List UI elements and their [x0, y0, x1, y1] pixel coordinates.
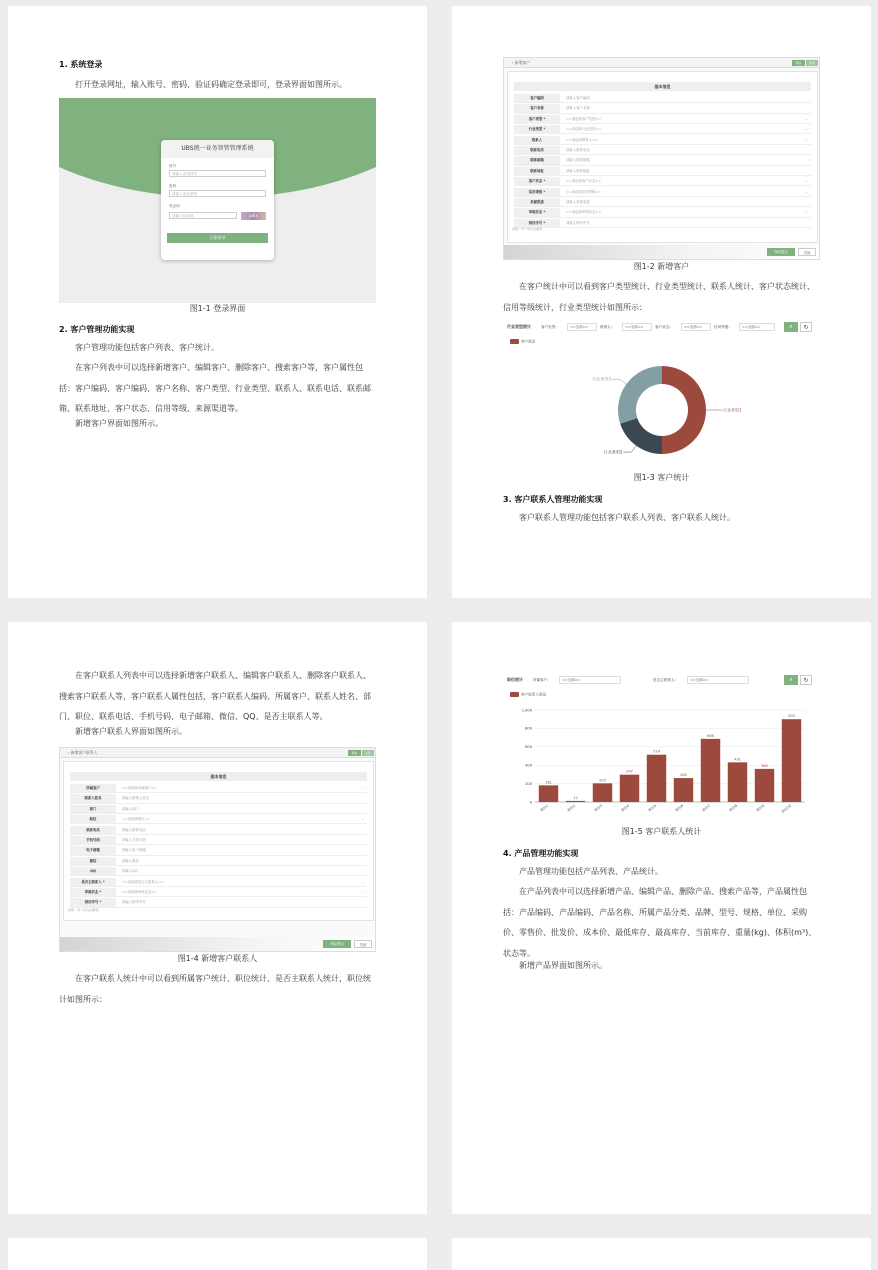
form-panel: [507, 71, 818, 243]
data-label: 12: [573, 795, 578, 800]
figure-caption: 图1-5 客户联系人统计: [621, 827, 702, 836]
add-customer-form: [503, 57, 820, 260]
form-row: [514, 125, 811, 134]
form-field-label: 审核状态 *: [514, 208, 560, 216]
pie-slice: [618, 366, 662, 424]
paragraph: 产品管理功能包括产品列表、产品统计。: [519, 867, 663, 876]
filter-title: 行业类型统计: [507, 324, 531, 329]
owner-customer-select[interactable]: ==全部==: [559, 676, 621, 684]
search-icon: ⌕: [789, 676, 793, 683]
form-field-label: QQ: [70, 867, 116, 875]
paragraph: 在产品列表中可以选择新增产品、编辑产品、删除产品、搜索产品等，产品属性包括：产品编码、产品编码、产品名称、所属产品分类、品牌、型号、规格、单位、采购价、零售价、批发价、成本价、最低库存、最高库存、当前库存、重量(kg)、体积(m³)、状态等。: [503, 887, 817, 958]
form-field-label: 客户名称: [514, 104, 560, 112]
form-field-label: 微信: [70, 857, 116, 865]
section-heading: 2. 客户管理功能实现: [59, 325, 135, 334]
filter-label: 联系人:: [600, 325, 612, 329]
bar: [647, 755, 666, 802]
paragraph: 打开登录网址，输入账号、密码、验证码确定登录即可，登录界面如图所示。: [75, 80, 347, 89]
add-contact-form: [59, 747, 376, 952]
form-field-label: 联系电话: [70, 826, 116, 834]
save-submit-button[interactable]: 保存提交: [323, 940, 351, 948]
form-row: [70, 784, 367, 793]
refresh-button[interactable]: [800, 322, 812, 332]
y-tick-label: 0: [529, 800, 532, 805]
credit-level-select[interactable]: ==全部==: [739, 323, 775, 331]
save-submit-button[interactable]: 保存提交: [767, 248, 795, 256]
data-label: 181: [545, 780, 552, 785]
x-tick-label: 职位2: [566, 803, 577, 813]
form-field-label: 排序序号 *: [70, 898, 116, 906]
document-page-2: [452, 6, 871, 598]
chevron-down-icon: ⌄: [361, 817, 364, 822]
refresh-icon: ↻: [803, 677, 809, 684]
bar-chart: [503, 700, 820, 825]
form-field-input[interactable]: 请输入微信: [122, 858, 139, 863]
document-page-6: [452, 1238, 871, 1270]
paragraph: 新增客户界面如图所示。: [75, 419, 163, 428]
form-row: [514, 156, 811, 165]
form-field-input[interactable]: 请输入部门: [122, 806, 139, 811]
chart-legend: [510, 692, 546, 698]
y-tick-label: 600: [525, 745, 532, 750]
password-label: 密码: [169, 184, 177, 188]
chevron-down-icon: ⌄: [805, 116, 808, 121]
header-save-button[interactable]: 保存: [792, 60, 805, 66]
login-button[interactable]: 立即登录: [167, 233, 268, 243]
form-field-input[interactable]: 请输入客户编码: [566, 96, 590, 100]
section-heading: 1. 系统登录: [59, 60, 103, 69]
data-label: 900: [788, 714, 795, 719]
chart-legend: [510, 339, 535, 345]
form-field-label: 客户状态 *: [514, 177, 560, 185]
bar: [728, 762, 747, 802]
legend-swatch: [510, 339, 519, 344]
form-field-input[interactable]: 请输入排序序号: [122, 900, 146, 905]
legend-label: 客户数量: [521, 339, 536, 344]
form-field-label: 客户类型 *: [514, 115, 560, 123]
pie-label-line: [623, 446, 636, 452]
form-field-label: 客户编码: [514, 94, 560, 102]
form-row: [514, 115, 811, 124]
figure-caption: 图1-4 新增客户联系人: [177, 954, 258, 963]
refresh-button[interactable]: [800, 675, 812, 685]
data-label: 514: [653, 749, 660, 754]
form-field-label: 审核状态 *: [70, 888, 116, 896]
filter-title: 职位统计: [507, 677, 523, 682]
close-button[interactable]: 关闭: [798, 248, 816, 256]
breadcrumb: ‹ 新增客户: [504, 58, 819, 68]
section-heading: 3. 客户联系人管理功能实现: [503, 495, 603, 504]
bar: [755, 769, 774, 802]
form-section-title: 基本信息: [514, 82, 811, 91]
paragraph: 在客户联系人列表中可以选择新增客户联系人、编辑客户联系人、删除客户联系人、搜索客户联系人等，客户联系人属性包括，客户联系人编码、所属客户、联系人姓名、部门、职位、联系电话、手机号码、电子邮箱、微信、QQ、是否主联系人等。: [59, 671, 371, 721]
header-save-button[interactable]: 保存: [348, 750, 361, 756]
form-row: [70, 878, 367, 887]
form-footer: [60, 937, 375, 951]
form-field-input[interactable]: 请输入联系电话: [566, 148, 590, 152]
form-field-input[interactable]: 请输入手机号码: [122, 838, 146, 842]
bar: [620, 775, 639, 802]
x-tick-label: 职位8: [728, 803, 739, 813]
login-card: [161, 140, 274, 260]
form-field-input[interactable]: 请输入排序序号: [566, 220, 590, 225]
chevron-down-icon: ⌄: [805, 127, 808, 132]
filter-label: 是否主联系人:: [653, 678, 676, 682]
form-field-label: 部门: [70, 805, 116, 813]
section-heading: 4. 产品管理功能实现: [503, 849, 579, 858]
form-field-input[interactable]: ==请选择所属客户==: [122, 786, 158, 790]
form-field-input[interactable]: ==请选择审核状态==: [122, 890, 158, 894]
form-row: [514, 198, 811, 207]
chevron-down-icon: ⌄: [805, 179, 808, 184]
x-tick-label: 职位4: [620, 803, 631, 813]
bar: [539, 785, 558, 802]
form-field-input[interactable]: ==请选择审核状态==: [566, 210, 602, 215]
form-field-input[interactable]: ==请选择客户状态==: [566, 179, 602, 184]
bar: [782, 719, 801, 802]
form-field-label: 联系地址: [514, 167, 560, 175]
form-row: [514, 146, 811, 155]
form-section-title: 基本信息: [70, 772, 367, 781]
form-row: [514, 208, 811, 217]
paragraph: 客户管理功能包括客户列表、客户统计。: [75, 343, 219, 352]
pie-chart: [503, 348, 820, 473]
filter-label: 信用等级:: [714, 325, 730, 329]
form-field-label: 排序序号 *: [514, 219, 560, 227]
paragraph: 客户联系人管理功能包括客户联系人列表、客户联系人统计。: [519, 513, 735, 522]
form-field-input[interactable]: ==请选择信用等级==: [566, 189, 602, 194]
x-tick-label: 职位1: [539, 803, 550, 813]
form-field-input[interactable]: ==请选择行业类型==: [566, 127, 602, 132]
bar: [674, 778, 693, 802]
form-field-label: 联系邮箱: [514, 156, 560, 164]
pie-label: 行业类型3: [592, 376, 611, 382]
form-row: [70, 867, 367, 876]
form-field-label: 联系电话: [514, 146, 560, 154]
form-footer: [504, 245, 819, 259]
chevron-down-icon: ⌄: [361, 890, 364, 894]
paragraph: 在客户列表中可以选择新增客户、编辑客户、删除客户、搜索客户等，客户属性包括：客户编码、客户编码、客户名称、客户类型、行业类型、联系人、联系电话、联系邮箱、联系地址、客户状态、信用等级、来源渠道等。: [59, 363, 371, 413]
form-field-input[interactable]: 请输入QQ: [122, 869, 138, 874]
data-label: 360: [761, 763, 768, 768]
form-field-input[interactable]: 请输入客户名称: [566, 106, 590, 111]
form-hint: 说明：带 * 的为必填项: [512, 227, 543, 231]
contact-select[interactable]: ==全部==: [622, 323, 652, 331]
password-input[interactable]: 请输入登录密码: [169, 190, 266, 197]
paragraph: 在客户联系人统计中可以看到所属客户统计、职位统计、是否主联系人统计，职位统计如图所示：: [59, 974, 371, 1004]
x-tick-label: 职位5: [647, 803, 658, 813]
bar: [566, 801, 585, 802]
form-field-input[interactable]: 请输入电子邮箱: [122, 848, 146, 853]
bar: [701, 739, 720, 802]
form-row: [70, 805, 367, 814]
captcha-input[interactable]: 请输入验证码: [169, 212, 237, 219]
x-tick-label: 职位6: [674, 803, 685, 813]
data-label: 203: [599, 778, 606, 783]
filter-bar: [503, 673, 820, 687]
form-row: [70, 857, 367, 866]
form-row: [514, 177, 811, 186]
data-label: 260: [680, 773, 687, 778]
form-row: [70, 794, 367, 803]
filter-label: 客户类型:: [541, 325, 557, 329]
bar: [593, 783, 612, 802]
y-tick-label: 400: [525, 763, 532, 768]
form-field-input[interactable]: ==请选择联系人==: [566, 137, 598, 142]
primary-contact-select[interactable]: ==全部==: [687, 676, 749, 684]
form-field-input[interactable]: ==请选择职位==: [122, 817, 151, 822]
figure-caption: 图1-2 新增客户: [633, 262, 690, 271]
form-row: [514, 104, 811, 113]
search-button[interactable]: [784, 675, 798, 685]
legend-label: 客户联系人数量: [521, 692, 547, 697]
form-field-input[interactable]: 请输入联系地址: [566, 168, 590, 173]
y-tick-label: 800: [525, 726, 532, 731]
customer-status-select[interactable]: ==全部==: [681, 323, 711, 331]
form-row: [70, 888, 367, 897]
figure-caption: 图1-1 登录界面: [189, 304, 246, 313]
form-row: [514, 167, 811, 176]
form-field-label: 职位: [70, 815, 116, 823]
filter-label: 客户状态:: [655, 325, 671, 329]
form-field-label: 来源渠道: [514, 198, 560, 206]
document-page-3: [8, 622, 427, 1214]
breadcrumb: ‹ 新增客户联系人: [60, 748, 375, 758]
pie-label: 行业类型2: [603, 449, 623, 455]
form-row: [70, 836, 367, 845]
header-close-button[interactable]: 关闭: [806, 60, 818, 66]
pie-label: 行业类型1: [723, 407, 742, 413]
form-row: [514, 188, 811, 197]
account-input[interactable]: 请输入登录账号: [169, 170, 266, 177]
x-tick-label: 职位10: [781, 803, 793, 814]
pie-slice: [620, 418, 662, 454]
form-field-label: 联系人: [514, 136, 560, 144]
account-label: 账号: [169, 164, 177, 168]
form-field-input[interactable]: ==请选择是否主联系人==: [122, 879, 164, 884]
chevron-down-icon: ⌄: [805, 210, 808, 215]
header-close-button[interactable]: 关闭: [362, 750, 374, 756]
form-field-label: 是否主联系人 *: [70, 878, 116, 886]
form-field-input[interactable]: 请输入联系邮箱: [566, 158, 590, 163]
data-label: 431: [734, 757, 741, 762]
form-row: [514, 136, 811, 145]
form-field-label: 行业类型 *: [514, 125, 560, 133]
data-label: 686: [707, 733, 714, 738]
pie-slice: [662, 366, 706, 454]
pie-label-line: [612, 379, 626, 384]
filter-label: 所属客户:: [533, 678, 549, 682]
captcha-label: 验证码: [169, 204, 180, 208]
form-field-input[interactable]: 请输入联系电话: [122, 827, 146, 832]
paragraph: 新增客户联系人界面如图所示。: [75, 727, 187, 736]
document-page-5: [8, 1238, 427, 1270]
form-row: [70, 846, 367, 855]
x-tick-label: 职位9: [755, 803, 766, 813]
chevron-down-icon: ⌄: [805, 189, 808, 194]
form-row: [70, 815, 367, 824]
form-field-input[interactable]: 请输入联系人姓名: [122, 796, 150, 801]
y-tick-label: 200: [525, 781, 532, 786]
paragraph: 新增产品界面如图所示。: [519, 961, 607, 970]
chevron-down-icon: ⌄: [805, 137, 808, 142]
legend-swatch: [510, 692, 519, 697]
form-row: [70, 826, 367, 835]
form-row: [514, 94, 811, 103]
paragraph: 在客户统计中可以看到客户类型统计、行业类型统计、联系人统计、客户状态统计、信用等级统计，行业类型统计如图所示：: [503, 282, 815, 312]
form-field-label: 联系人姓名: [70, 794, 116, 802]
form-field-input[interactable]: 请输入来源渠道: [566, 200, 590, 204]
filter-bar: [503, 320, 820, 334]
form-field-input[interactable]: ==请选择客户类型==: [566, 116, 602, 121]
login-screenshot: [59, 98, 376, 303]
login-title: UBS统一业务智管管理系统: [161, 140, 274, 158]
form-field-label: 电子邮箱: [70, 846, 116, 854]
x-tick-label: 职位7: [701, 803, 712, 813]
x-tick-label: 职位3: [593, 803, 604, 813]
y-tick-label: 1,000: [521, 708, 532, 713]
search-button[interactable]: [784, 322, 798, 332]
form-field-label: 信用等级 *: [514, 188, 560, 196]
chevron-down-icon: ⌄: [361, 879, 364, 884]
figure-caption: 图1-3 客户统计: [633, 473, 690, 482]
form-field-label: 手机号码: [70, 836, 116, 844]
captcha-image[interactable]: pdix: [241, 212, 266, 220]
refresh-icon: ↻: [803, 324, 809, 331]
close-button[interactable]: 关闭: [354, 940, 372, 948]
form-panel: [63, 761, 374, 921]
form-hint: 说明：带 * 的为必填项: [68, 908, 99, 912]
document-page-1: [8, 6, 427, 598]
form-row: [514, 219, 811, 228]
form-row: [70, 898, 367, 907]
data-label: 297: [626, 769, 633, 774]
document-page-4: [452, 622, 871, 1214]
chevron-down-icon: ⌄: [361, 786, 364, 790]
form-field-label: 所属客户: [70, 784, 116, 792]
search-icon: ⌕: [789, 323, 793, 330]
customer-type-select[interactable]: ==全部==: [567, 323, 597, 331]
